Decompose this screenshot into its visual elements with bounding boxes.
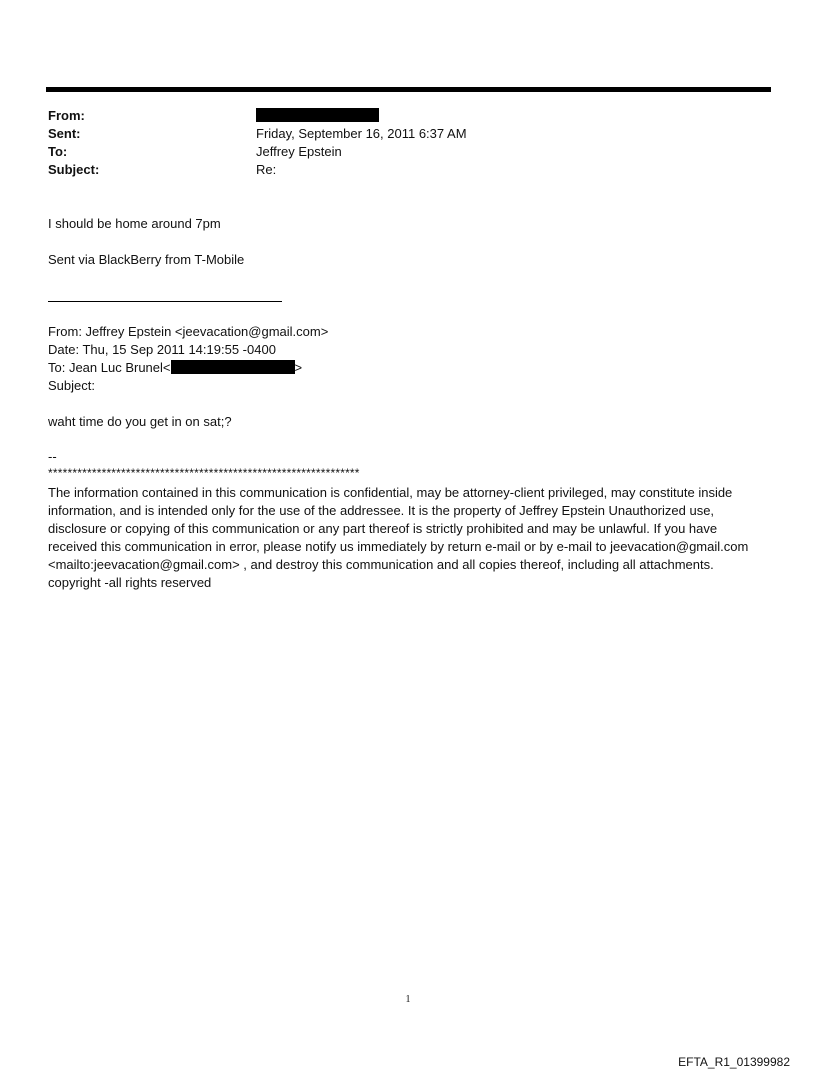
sent-label: Sent: — [48, 126, 81, 141]
to-value: Jeffrey Epstein — [256, 144, 342, 159]
document-id: EFTA_R1_01399982 — [678, 1055, 790, 1069]
from-value — [256, 107, 379, 125]
redaction-block — [171, 360, 295, 374]
redaction-block — [256, 108, 379, 122]
subject-label: Subject: — [48, 162, 100, 177]
sent-value: Friday, September 16, 2011 6:37 AM — [256, 126, 467, 141]
disclaimer-dashes: -- — [48, 449, 57, 464]
disclaimer-stars: **************************************************************** — [48, 466, 360, 480]
quoted-to — [48, 359, 302, 377]
confidentiality-disclaimer: The information contained in this communication is confidential, may be attorney-client privileged, may constitute inside information, and is intended only for the use of the addressee. It is the property of Jeffrey Epstein Unauthorized use, disclosure or copying of this communication or any part thereof is strictly prohibited and may be unlawful. If you have received this communication in error, please notify us immediately by return e-mail or by e-mail to jeevacation@gmail.com <mailto:jeevacation@gmail.com> , and destroy this communication and all copies thereof, including all attachments. copyright -all rights reserved — [48, 485, 749, 590]
quoted-from: From: Jeffrey Epstein <jeevacation@gmail.com> — [48, 324, 329, 339]
subject-value: Re: — [256, 162, 277, 177]
from-label: From: — [48, 108, 85, 123]
to-label: To: — [48, 144, 68, 159]
reply-signature: Sent via BlackBerry from T-Mobile — [48, 252, 245, 267]
quoted-to-suffix: > — [294, 360, 303, 375]
quoted-subject: Subject: — [48, 378, 95, 393]
reply-body: I should be home around 7pm — [48, 216, 221, 231]
quoted-separator — [48, 301, 282, 302]
quoted-body: waht time do you get in on sat;? — [48, 414, 232, 429]
quoted-date: Date: Thu, 15 Sep 2011 14:19:55 -0400 — [48, 342, 276, 357]
header-divider — [46, 87, 771, 92]
quoted-to-prefix: To: Jean Luc Brunel< — [48, 360, 171, 375]
page-number: 1 — [405, 994, 411, 1005]
